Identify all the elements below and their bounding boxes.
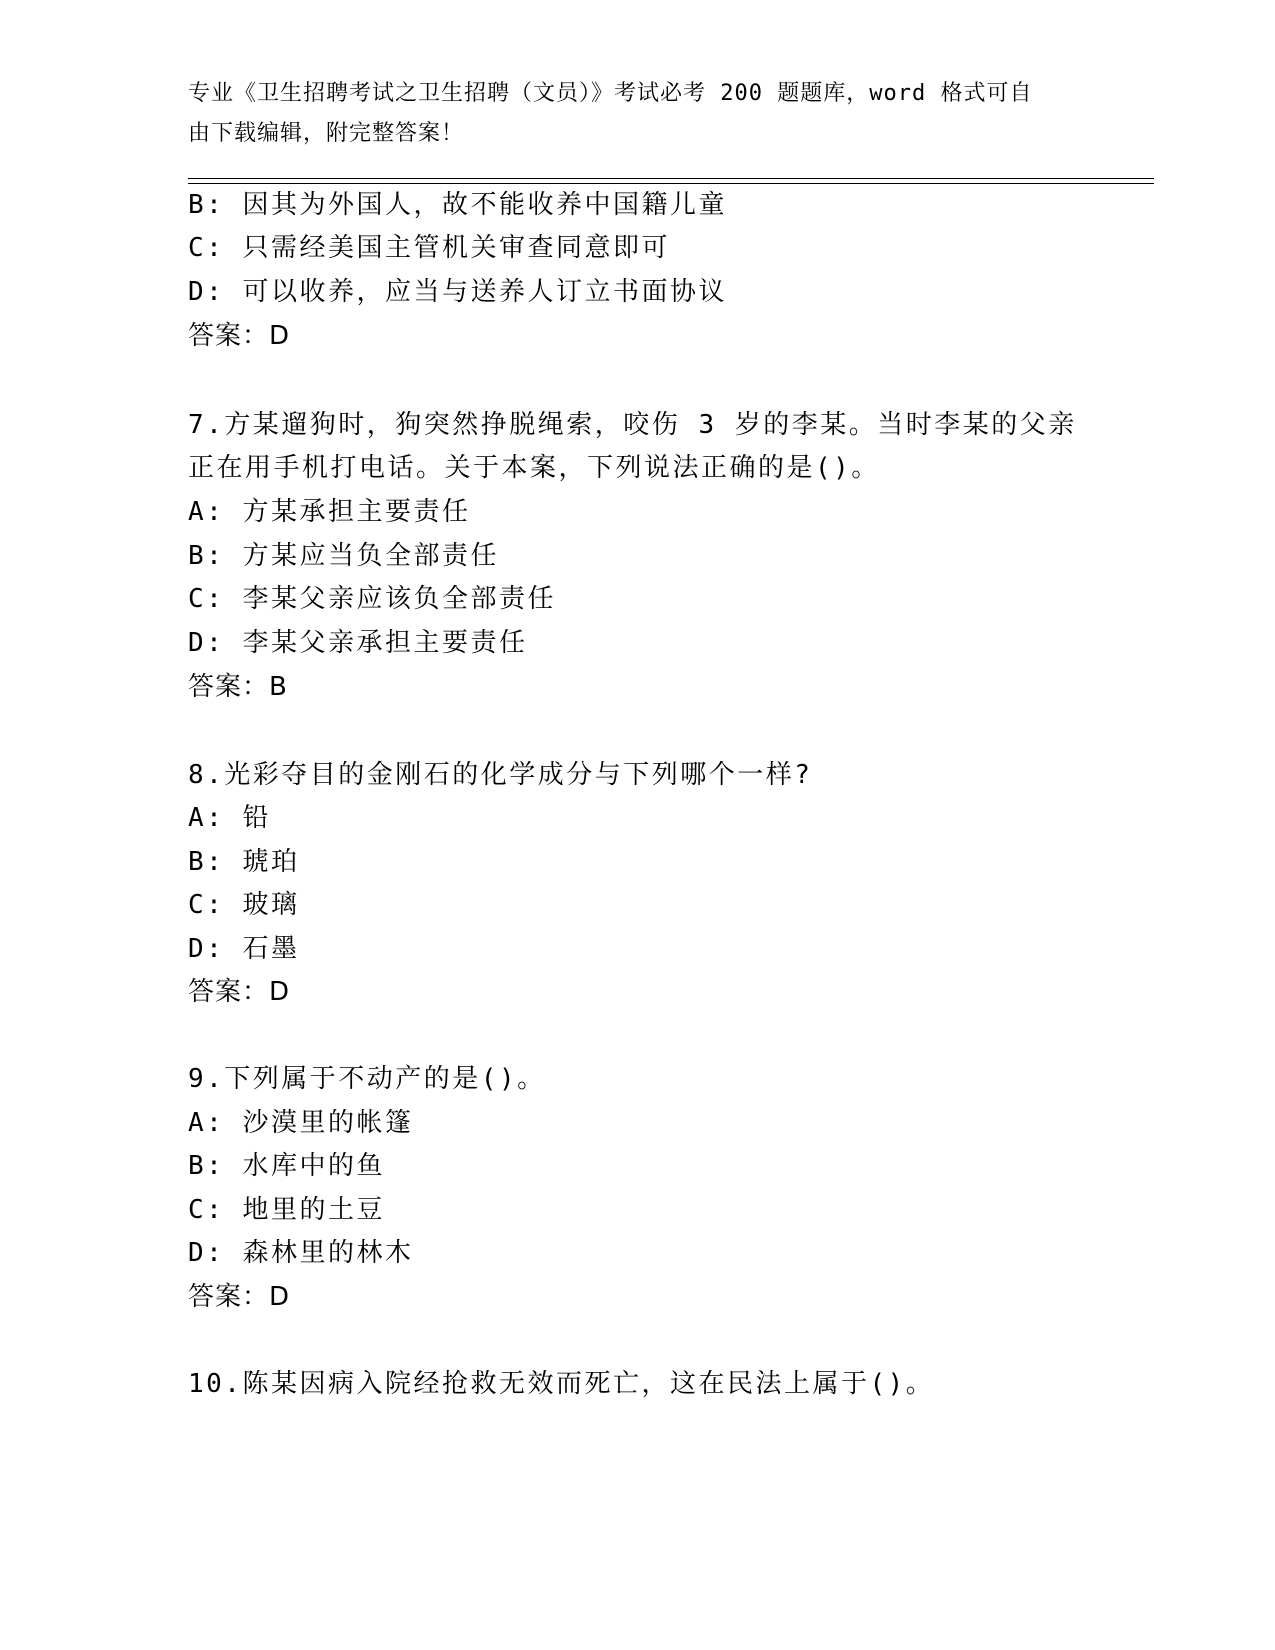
q8-stem: 8.光彩夺目的金刚石的化学成分与下列哪个一样? — [188, 760, 813, 790]
q8-answer: 答案：D — [188, 977, 291, 1007]
q9-option-a: A: 沙漠里的帐篷 — [188, 1108, 414, 1138]
q9-option-d: D: 森林里的林木 — [188, 1238, 414, 1268]
q10-stem: 10.陈某因病入院经抢救无效而死亡，这在民法上属于()。 — [188, 1369, 935, 1399]
q8-option-a: A: 铅 — [188, 803, 271, 833]
q7-stem-line-2: 正在用手机打电话。关于本案，下列说法正确的是()。 — [188, 453, 880, 483]
q9-option-c: C: 地里的土豆 — [188, 1195, 385, 1225]
q7-option-c: C: 李某父亲应该负全部责任 — [188, 584, 556, 614]
q6-answer: 答案：D — [188, 321, 291, 351]
header-title-line-1: 专业《卫生招聘考试之卫生招聘（文员）》考试必考 200 题题库，word 格式可自 — [188, 81, 1033, 106]
q7-stem-line-1: 7.方某遛狗时，狗突然挣脱绳索，咬伤 3 岁的李某。当时李某的父亲 — [188, 410, 1077, 440]
q7-option-b: B: 方某应当负全部责任 — [188, 541, 499, 571]
q6-option-c: C: 只需经美国主管机关审查同意即可 — [188, 233, 670, 263]
q8-option-b: B: 琥珀 — [188, 847, 300, 877]
document-header — [188, 74, 1068, 154]
header-title-line-2: 由下载编辑，附完整答案！ — [188, 121, 465, 146]
q7-option-a: A: 方某承担主要责任 — [188, 497, 471, 527]
q8-option-c: C: 玻璃 — [188, 890, 300, 920]
q9-option-b: B: 水库中的鱼 — [188, 1151, 385, 1181]
q7-option-d: D: 李某父亲承担主要责任 — [188, 628, 528, 658]
header-divider-bottom — [188, 183, 1154, 184]
header-divider-top — [188, 178, 1154, 179]
q9-stem: 9.下列属于不动产的是()。 — [188, 1064, 546, 1094]
q9-answer: 答案：D — [188, 1282, 291, 1312]
q6-option-b: B: 因其为外国人，故不能收养中国籍儿童 — [188, 190, 727, 220]
q8-option-d: D: 石墨 — [188, 934, 300, 964]
q7-answer: 答案：B — [188, 672, 288, 702]
q6-option-d: D: 可以收养，应当与送养人订立书面协议 — [188, 277, 727, 307]
